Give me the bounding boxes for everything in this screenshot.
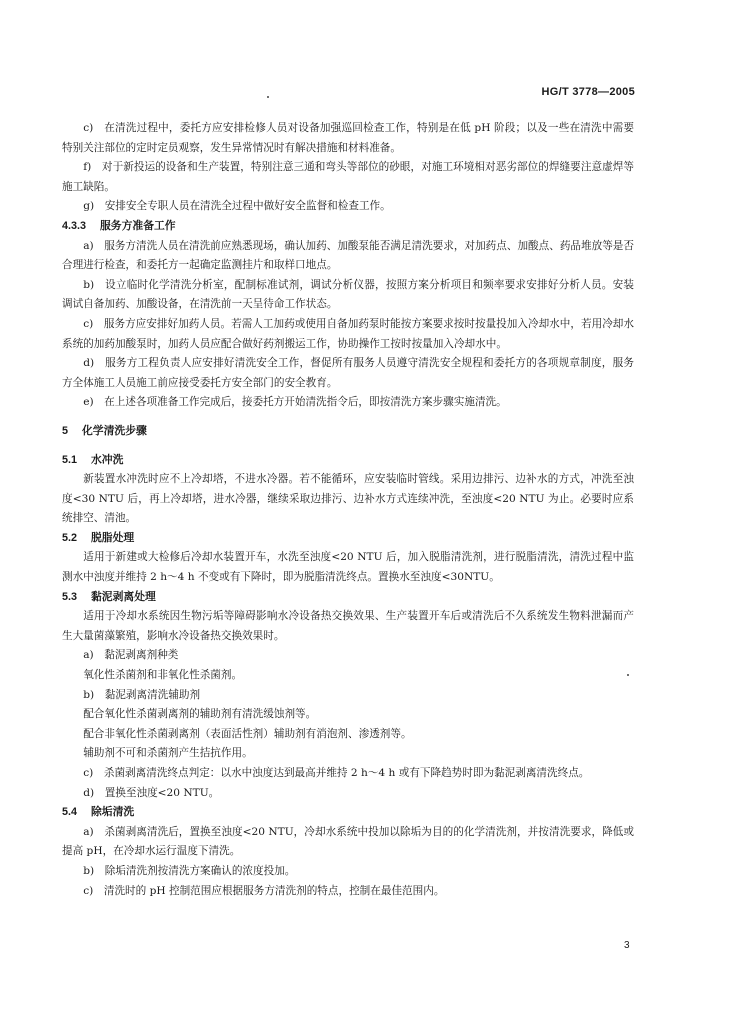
section-heading-5-4 [62, 803, 634, 823]
paragraph-5-3-a-detail: 氧化性杀菌剂和非氧化性杀菌剂。 [83, 669, 243, 682]
section-heading-5-3 [62, 588, 634, 608]
section-number: 5.3 [62, 590, 78, 603]
paragraph-5-3-b: b) 黏泥剥离清洗辅助剂 [83, 688, 201, 701]
paragraph-5-4-c: c) 清洗时的 pH 控制范围应根据服务方清洗剂的特点，控制在最佳范围内。 [83, 884, 445, 897]
section-number: 5.2 [62, 531, 78, 544]
section-heading-5-1 [62, 451, 634, 471]
paragraph-4-3-3-b: b) 设立临时化学清洗分析室，配制标准试剂，调试分析仪器，按照方案分析项目和频率要求安排好分析人员。安装调试自备加药、加酸设备，在清洗前一天呈待命工作状态。 [62, 278, 634, 311]
section-number: 5 [62, 424, 69, 437]
paragraph-4-3-3-a: a) 服务方清洗人员在清洗前应熟悉现场，确认加药、加酸泵能否满足清洗要求，对加药点、加酸点、药品堆放等是否合理进行检查，和委托方一起确定监测挂片和取样口地点。 [62, 239, 634, 272]
scan-speck [627, 674, 629, 676]
paragraph-5-3-a: a) 黏泥剥离剂种类 [83, 649, 179, 662]
paragraph-5-3: 适用于冷却水系统因生物污垢等障碍影响水冷设备热交换效果、生产装置开车后或清洗后不久系统发生物料泄漏而产生大量菌藻繁殖，影响水冷设备热交换效果时。 [62, 610, 634, 642]
section-title: 服务方准备工作 [100, 219, 176, 232]
paragraph-5-2: 适用于新建或大检修后冷却水装置开车，水洗至浊度<20 NTU 后，加入脱脂清洗剂，进行脱脂清洗，清洗过程中监测水中浊度并维持 2 h～4 h 不变或有下降时，即为脱脂清洗终点。置换水至浊度<30NTU。 [62, 551, 634, 584]
paragraph-5-1: 新装置水冲洗时应不上冷却塔，不进水冷器。若不能循环，应安装临时管线。采用边排污、边补水的方式，冲洗至浊度<30 NTU 后，再上冷却塔，进水冷器，继续采取边排污、边补水方式连续冲洗，至浊度<20 NTU 为止。必要时应系统排空、清池。 [62, 473, 634, 525]
paragraph-g: g) 安排安全专职人员在清洗全过程中做好安全监督和检查工作。 [83, 200, 391, 213]
standard-number-header: HG/T 3778—2005 [541, 86, 635, 98]
paragraph-5-3-b-detail-1: 配合氧化性杀菌剥离剂的辅助剂有清洗缓蚀剂等。 [83, 708, 317, 721]
paragraph-4-3-3-e: e) 在上述各项准备工作完成后，接委托方开始清洗指令后，即按清洗方案步骤实施清洗。 [83, 396, 507, 409]
paragraph-5-3-b-detail-3: 辅助剂不可和杀菌剂产生拮抗作用。 [83, 747, 253, 760]
scan-speck [267, 96, 269, 98]
paragraph-5-4-b: b) 除垢清洗剂按清洗方案确认的浓度投加。 [83, 864, 296, 877]
paragraph-4-3-3-c: c) 服务方应安排好加药人员。若需人工加药或使用自备加药泵时能按方案要求按时按量投加入冷却水中，若用冷却水系统的加药加酸泵时，加药人员应配合做好药剂搬运工作，协助操作工按时按量加入冷却水中。 [62, 317, 634, 350]
section-number: 5.1 [62, 453, 78, 466]
section-title: 黏泥剥离处理 [91, 590, 156, 603]
section-title: 脱脂处理 [91, 531, 135, 544]
paragraph-e-c: c) 在清洗过程中，委托方应安排检修人员对设备加强巡回检查工作，特别是在低 pH 阶段；以及一些在清洗中需要特别关注部位的定时定员观察，发生异常情况时有解决措施和材料准备。 [62, 122, 634, 154]
section-title: 除垢清洗 [91, 806, 135, 819]
section-heading-5 [62, 422, 634, 442]
section-heading-4-3-3 [62, 217, 634, 237]
paragraph-4-3-3-d: d) 服务方工程负责人应安排好清洗安全工作，督促所有服务人员遵守清洗安全规程和委托方的各项规章制度，服务方全体施工人员施工前应接受委托方安全部门的安全教育。 [62, 357, 634, 389]
section-number: 4.3.3 [62, 219, 87, 232]
paragraph-f: f) 对于新投运的设备和生产装置，特别注意三通和弯头等部位的砂眼，对施工环境相对恶劣部位的焊缝要注意虚焊等施工缺陷。 [62, 161, 634, 193]
paragraph-5-3-d: d) 置换至浊度<20 NTU。 [83, 786, 220, 799]
paragraph-5-3-c: c) 杀菌剥离清洗终点判定：以水中浊度达到最高并维持 2 h～4 h 或有下降趋势时即为黏泥剥离清洗终点。 [83, 767, 590, 779]
section-title: 水冲洗 [91, 453, 124, 466]
paragraph-5-4-a: a) 杀菌剥离清洗后，置换至浊度<20 NTU，冷却水系统中投加以除垢为目的的化学清洗剂，并按清洗要求，降低或提高 pH，在冷却水运行温度下清洗。 [62, 825, 634, 858]
page-content [62, 119, 634, 901]
page-number: 3 [624, 940, 630, 951]
section-number: 5.4 [62, 806, 78, 819]
paragraph-5-3-b-detail-2: 配合非氧化性杀菌剥离剂（表面活性剂）辅助剂有消泡剂、渗透剂等。 [83, 727, 412, 740]
section-heading-5-2 [62, 529, 634, 549]
section-title: 化学清洗步骤 [82, 424, 147, 437]
